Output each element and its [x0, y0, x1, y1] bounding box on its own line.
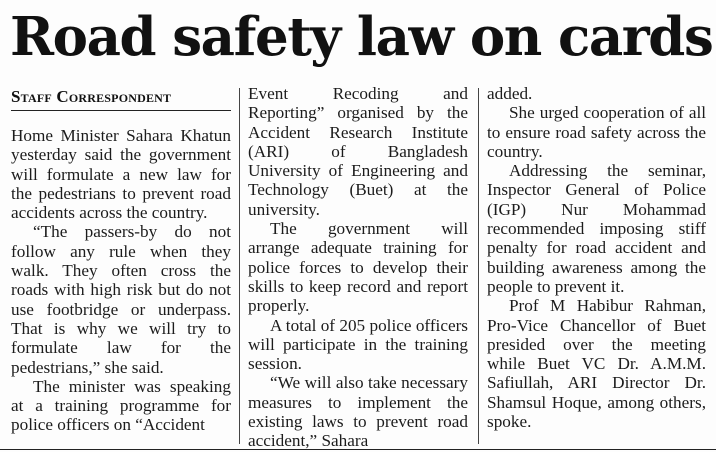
paragraph: added.	[487, 84, 533, 103]
paragraph: She urged cooperation of all to ensure road safety across the country.	[487, 103, 706, 161]
paragraph: The government will arrange adequate training for police forces to develop their skills to keep record and report properly.	[248, 219, 468, 316]
paragraph: A total of 205 police officers will participate in the training session.	[248, 315, 468, 374]
byline: Staff Correspondent	[11, 87, 172, 106]
column-divider	[478, 88, 479, 444]
column-divider	[239, 88, 240, 444]
paragraph: Home Minister Sahara Khatun yesterday said the government will formulate a new law for the pedestrians to prevent road accidents across the country.	[11, 126, 231, 223]
paragraph: Addressing the seminar, Inspector General of Police (IGP) Nur Mohammad recommended imposing stiff penalty for road accident and building awareness among the people to prevent it.	[487, 161, 706, 296]
article-column-3	[487, 84, 706, 431]
article-column-1	[11, 84, 231, 435]
paragraph: “We will also take necessary measures to implement the existing laws to prevent road accident,” Sahara	[248, 373, 468, 451]
headline: Road safety law on cards	[10, 6, 713, 68]
article-column-2	[248, 84, 468, 451]
paragraph: The minister was speaking at a training programme for police officers on “Accident	[11, 376, 231, 435]
paragraph: “The passers-by do not follow any rule when they walk. They often cross the roads with high risk but do not use footbridge or underpass. That is why we will try to formulate law for the pedestrians,” she said.	[11, 222, 231, 377]
paragraph: Event Recoding and Reporting” organised by the Accident Research Institute (ARI) of Bangladesh University of Engineering and Technology (Buet) at the university.	[248, 84, 468, 219]
paragraph: Prof M Habibur Rahman, Pro-Vice Chancellor of Buet presided over the meeting while Buet VC Dr. A.M.M. Safiullah, ARI Director Dr. Shamsul Hoque, among others, spoke.	[487, 296, 706, 432]
bottom-rule	[0, 449, 716, 450]
byline-rule	[11, 110, 231, 111]
